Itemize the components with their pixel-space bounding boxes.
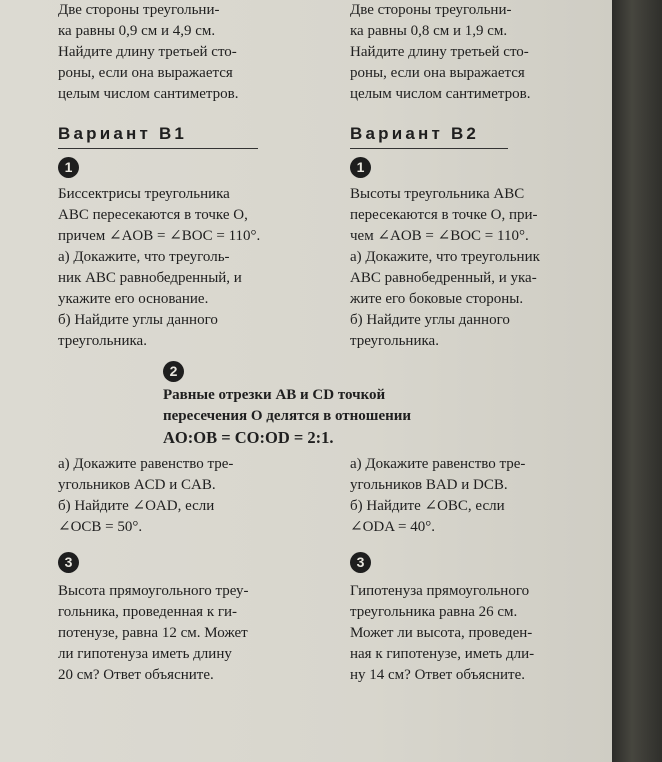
task-number-icon: 1 [58,157,79,178]
line: Может ли высота, проведен- [350,625,533,641]
line: Две стороны треугольни- [58,2,220,18]
line: б) Найдите углы данного [350,312,510,328]
task2-right [350,454,602,538]
line: ли гипотенуза иметь длину [58,646,232,662]
variant-heading-left-block [58,124,310,149]
task3-right [350,581,602,686]
line: Равные отрезки AB и CD точкой [163,387,386,403]
task-number-icon: 3 [350,552,371,573]
task2-shared-statement [163,385,493,448]
line: жите его боковые стороны. [350,291,524,307]
line: треугольника. [58,333,147,349]
line: ну 14 см? Ответ объясните. [350,667,526,683]
line: потенузе, равна 12 см. Может [58,625,248,641]
variant-heading-right-block [350,124,602,149]
task-number-icon: 1 [350,157,371,178]
task1-marker-left-wrap [58,157,79,178]
line: пересекаются в точке O, при- [350,207,538,223]
line: роны, если она выражается [350,65,525,81]
task2-marker-wrap [163,361,184,382]
line: причем ∠AOB = ∠BOC = 110°. [58,228,261,244]
line: чем ∠AOB = ∠BOC = 110°. [350,228,529,244]
line: ка равны 0,8 см и 1,9 см. [350,23,508,39]
line: ABC равнобедренный, и ука- [350,270,537,286]
line: а) Докажите, что треугольник [350,249,540,265]
task-number-icon: 3 [58,552,79,573]
task3-left [58,581,310,686]
line: Две стороны треугольни- [350,2,512,18]
line: укажите его основание. [58,291,209,307]
line: угольников BAD и DCB. [350,477,508,493]
task3-marker-left-wrap [58,552,79,573]
line: ная к гипотенузе, иметь дли- [350,646,535,662]
line: Найдите длину третьей сто- [350,44,529,60]
task-number-icon: 2 [163,361,184,382]
line: ник ABC равнобедренный, и [58,270,242,286]
line: угольников ACD и CAB. [58,477,216,493]
line: ABC пересекаются в точке O, [58,207,248,223]
top-problem-right [350,0,602,105]
line: б) Найдите ∠OAD, если [58,498,215,514]
line: гольника, проведенная к ги- [58,604,238,620]
line: целым числом сантиметров. [350,86,531,102]
line: Высота прямоугольного треу- [58,583,249,599]
line: ка равны 0,9 см и 4,9 см. [58,23,216,39]
line: Гипотенуза прямоугольного [350,583,530,599]
ratio-line: AO:OB = CO:OD = 2:1. [163,428,334,447]
line: пересечения O делятся в отношении [163,408,412,424]
task3-marker-right-wrap [350,552,371,573]
task2-left [58,454,310,538]
line: Высоты треугольника ABC [350,186,525,202]
line: треугольника. [350,333,439,349]
line: а) Докажите равенство тре- [350,456,526,472]
line: а) Докажите, что треуголь- [58,249,230,265]
line: б) Найдите ∠OBC, если [350,498,505,514]
line: ∠ODA = 40°. [350,519,435,535]
line: Биссектрисы треугольника [58,186,230,202]
variant-heading-b1: Вариант В1 [58,124,258,149]
task1-left [58,184,310,352]
variant-heading-b2: Вариант В2 [350,124,508,149]
line: целым числом сантиметров. [58,86,239,102]
task1-right [350,184,602,352]
line: 20 см? Ответ объясните. [58,667,214,683]
line: роны, если она выражается [58,65,233,81]
line: а) Докажите равенство тре- [58,456,234,472]
top-problem-left [58,0,310,105]
page-edge-shadow [612,0,662,762]
line: треугольника равна 26 см. [350,604,518,620]
line: б) Найдите углы данного [58,312,218,328]
task1-marker-right-wrap [350,157,371,178]
line: ∠OCB = 50°. [58,519,143,535]
line: Найдите длину третьей сто- [58,44,237,60]
